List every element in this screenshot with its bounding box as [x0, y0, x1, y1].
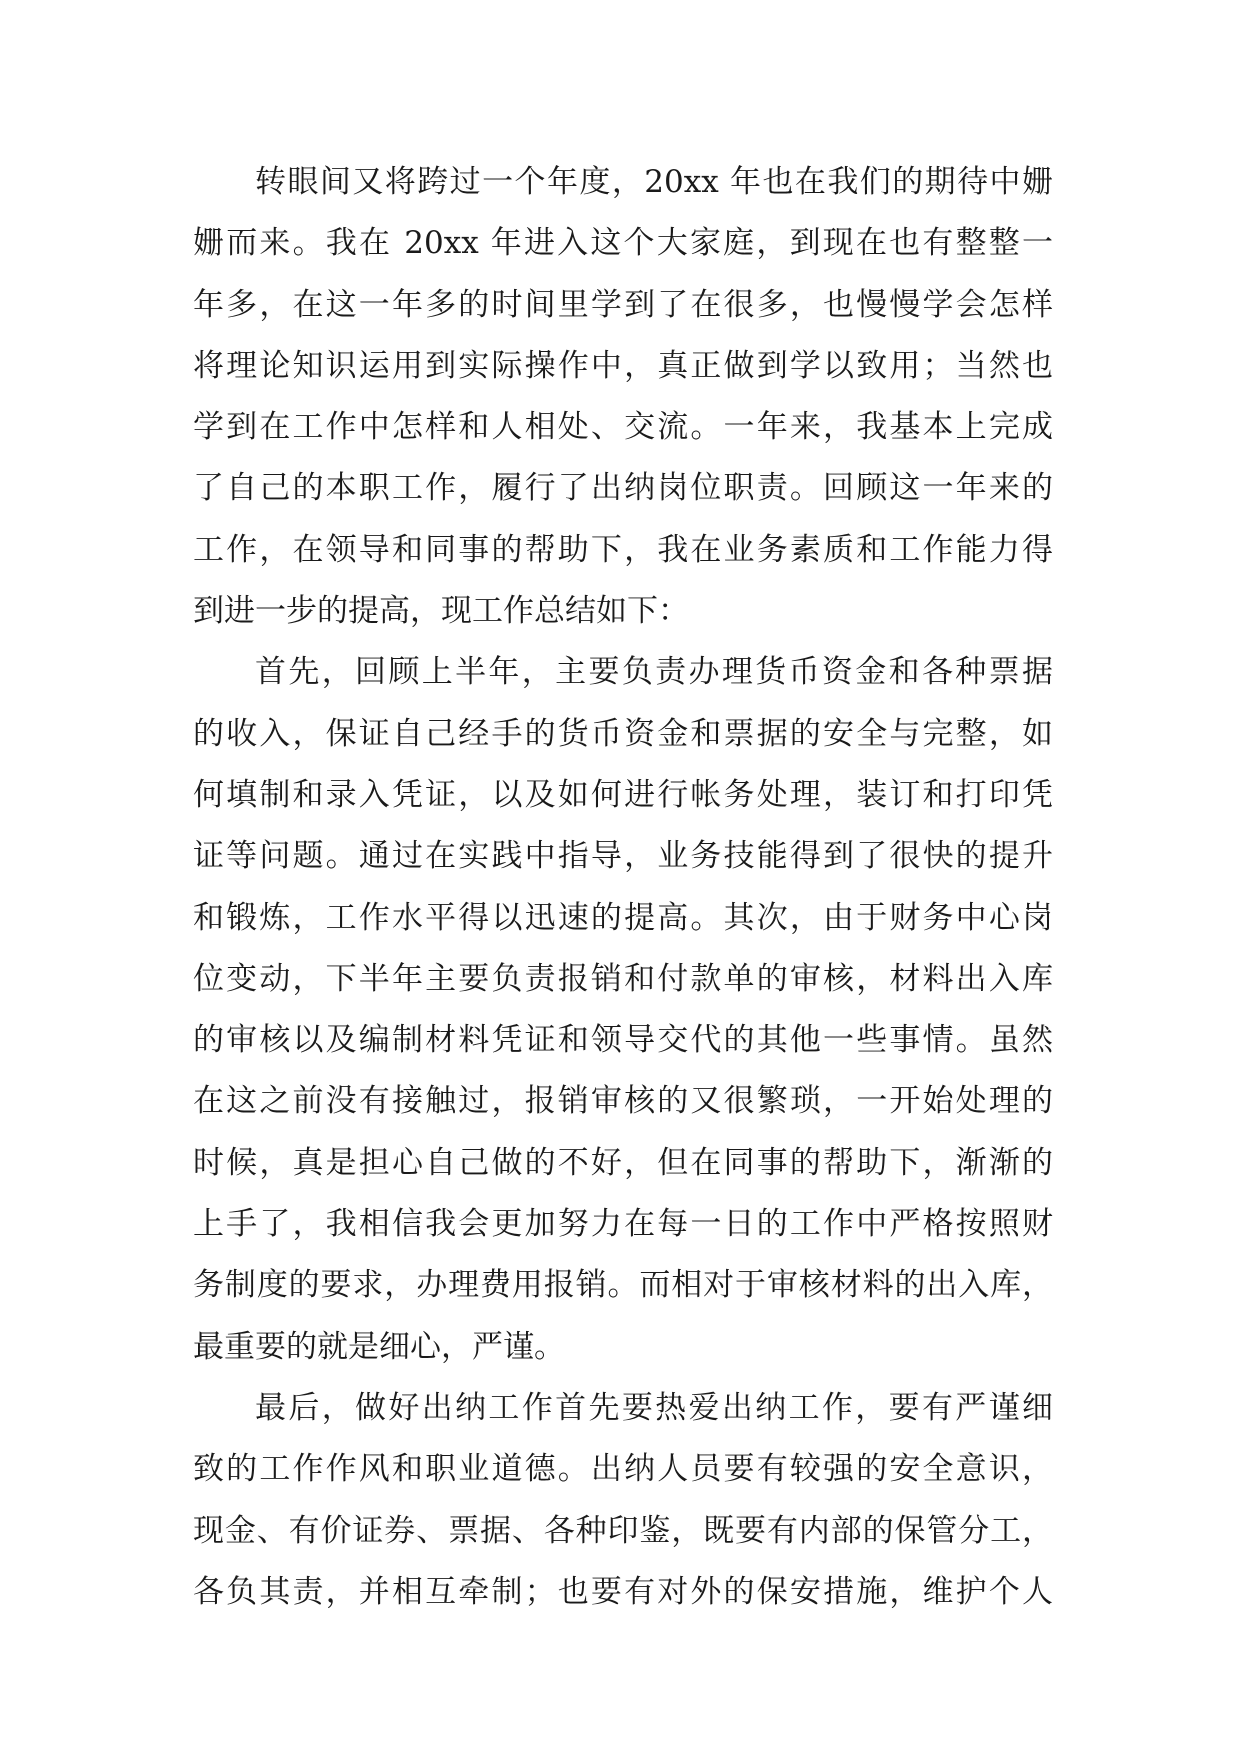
paragraph-2-line-6: 位变动，下半年主要负责报销和付款单的审核，材料出入库 — [193, 960, 1053, 997]
paragraph-1-line-6: 了自己的本职工作，履行了出纳岗位职责。回顾这一年来的 — [193, 470, 1053, 507]
paragraph-2-line-2: 的收入，保证自己经手的货币资金和票据的安全与完整，如 — [193, 715, 1053, 752]
paragraph-2-line-11: 务制度的要求，办理费用报销。而相对于审核材料的出入库， — [193, 1267, 1053, 1304]
paragraph-1-line-2: 姗而来。我在 20xx 年进入这个大家庭，到现在也有整整一 — [193, 225, 1053, 262]
paragraph-1-line-5: 学到在工作中怎样和人相处、交流。一年来，我基本上完成 — [193, 409, 1053, 446]
paragraph-2-line-1: 首先，回顾上半年，主要负责办理货币资金和各种票据 — [255, 654, 1053, 691]
paragraph-2-line-9: 时候，真是担心自己做的不好，但在同事的帮助下，渐渐的 — [193, 1144, 1053, 1181]
paragraph-1-line-1: 转眼间又将跨过一个年度，20xx 年也在我们的期待中姗 — [255, 164, 1053, 200]
paragraph-2-line-3: 何填制和录入凭证，以及如何进行帐务处理，装订和打印凭 — [193, 776, 1053, 813]
paragraph-1-line-3: 年多，在这一年多的时间里学到了在很多，也慢慢学会怎样 — [193, 286, 1053, 323]
paragraph-1-line-4: 将理论知识运用到实际操作中，真正做到学以致用；当然也 — [193, 347, 1053, 384]
paragraph-3-line-4: 各负其责，并相互牵制；也要有对外的保安措施，维护个人 — [193, 1573, 1053, 1610]
paragraph-3-line-2: 致的工作作风和职业道德。出纳人员要有较强的安全意识， — [193, 1451, 1053, 1488]
paragraph-2-line-12: 最重要的就是细心，严谨。 — [193, 1328, 565, 1365]
document-body — [193, 152, 1053, 1623]
paragraph-2-line-7: 的审核以及编制材料凭证和领导交代的其他一些事情。虽然 — [193, 1022, 1053, 1059]
paragraph-2-line-5: 和锻炼，工作水平得以迅速的提高。其次，由于财务中心岗 — [193, 899, 1053, 936]
paragraph-3-line-3: 现金、有价证券、票据、各种印鉴，既要有内部的保管分工， — [193, 1512, 1053, 1549]
paragraph-2-line-8: 在这之前没有接触过，报销审核的又很繁琐，一开始处理的 — [193, 1083, 1053, 1120]
paragraph-2-line-10: 上手了，我相信我会更加努力在每一日的工作中严格按照财 — [193, 1206, 1053, 1243]
paragraph-1-line-8: 到进一步的提高，现工作总结如下： — [193, 593, 689, 630]
paragraph-2-line-4: 证等问题。通过在实践中指导，业务技能得到了很快的提升 — [193, 838, 1053, 875]
paragraph-1-line-7: 工作，在领导和同事的帮助下，我在业务素质和工作能力得 — [193, 531, 1053, 568]
paragraph-3-line-1: 最后，做好出纳工作首先要热爱出纳工作，要有严谨细 — [255, 1389, 1053, 1426]
